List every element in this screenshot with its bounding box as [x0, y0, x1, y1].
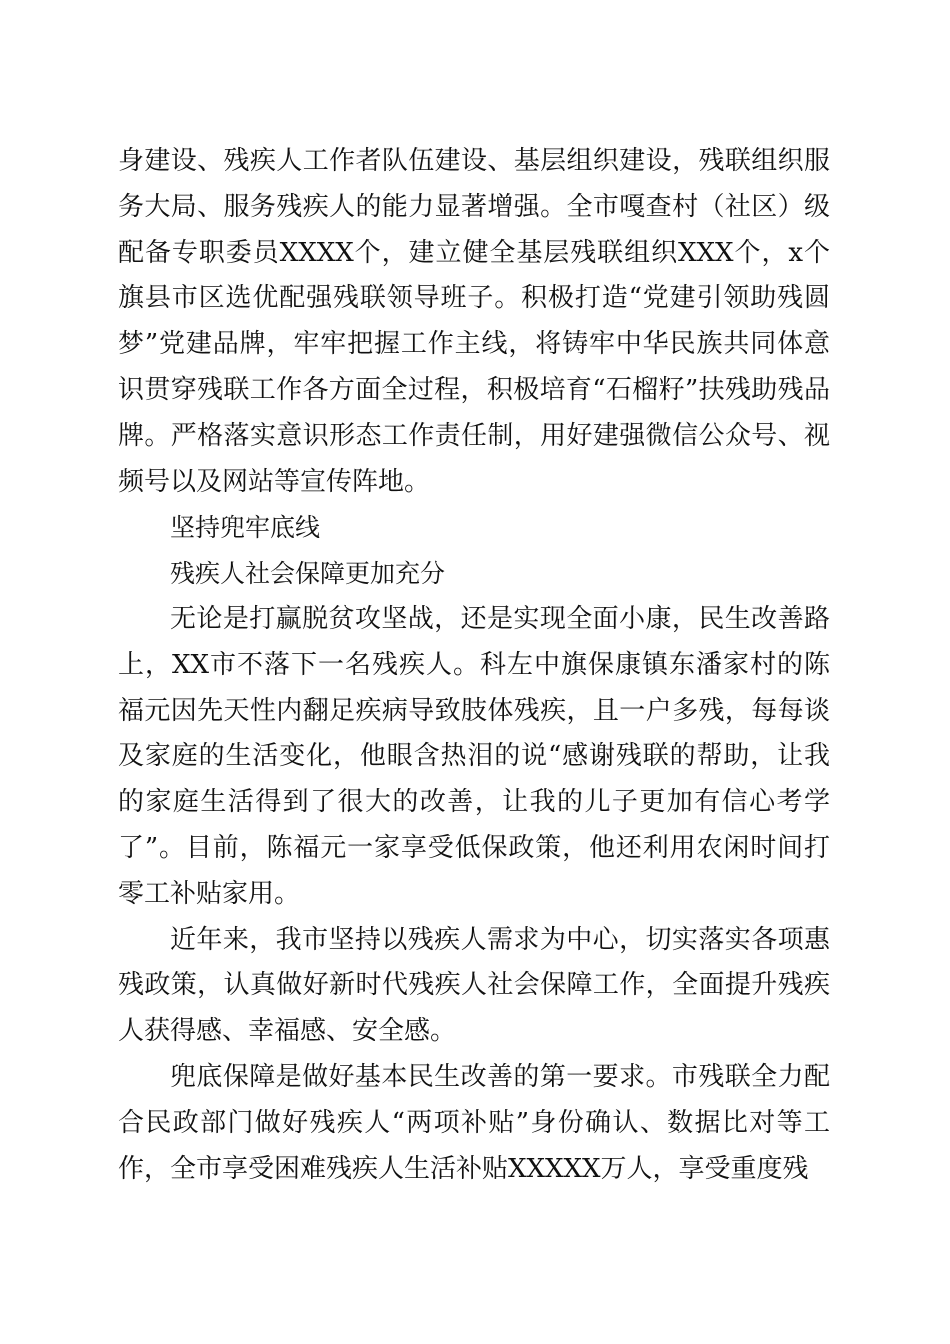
document-body — [118, 139, 830, 1192]
body-paragraph: 近年来，我市坚持以残疾人需求为中心，切实落实各项惠残政策，认真做好新时代残疾人社会保障工作，全面提升残疾人获得感、幸福感、安全感。 — [118, 924, 830, 1047]
section-subheading: 残疾人社会保障更加充分 — [170, 559, 446, 589]
body-paragraph: 身建设、残疾人工作者队伍建设、基层组织建设，残联组织服务大局、服务残疾人的能力显著增强。全市嘎查村（社区）级配备专职委员XXXX个，建立健全基层残联组织XXX个，x个旗县市区选优配强残联领导班子。积极打造“党建引领助残圆梦”党建品牌，牢牢把握工作主线，将铸牢中华民族共同体意识贯穿残联工作各方面全过程，积极培育“石榴籽”扶残助残品牌。严格落实意识形态工作责任制，用好建强微信公众号、视频号以及网站等宣传阵地。 — [118, 146, 830, 497]
section-heading: 坚持兜牢底线 — [170, 513, 321, 543]
body-paragraph: 兜底保障是做好基本民生改善的第一要求。市残联全力配合民政部门做好残疾人“两项补贴”身份确认、数据比对等工作，全市享受困难残疾人生活补贴XXXXX万人，享受重度残 — [118, 1061, 830, 1184]
body-paragraph: 无论是打赢脱贫攻坚战，还是实现全面小康，民生改善路上，XX市不落下一名残疾人。科左中旗保康镇东潘家村的陈福元因先天性内翻足疾病导致肢体残疾，且一户多残，每每谈及家庭的生活变化，他眼含热泪的说“感谢残联的帮助，让我的家庭生活得到了很大的改善，让我的儿子更加有信心考学了”。目前，陈福元一家享受低保政策，他还利用农闲时间打零工补贴家用。 — [118, 603, 830, 909]
